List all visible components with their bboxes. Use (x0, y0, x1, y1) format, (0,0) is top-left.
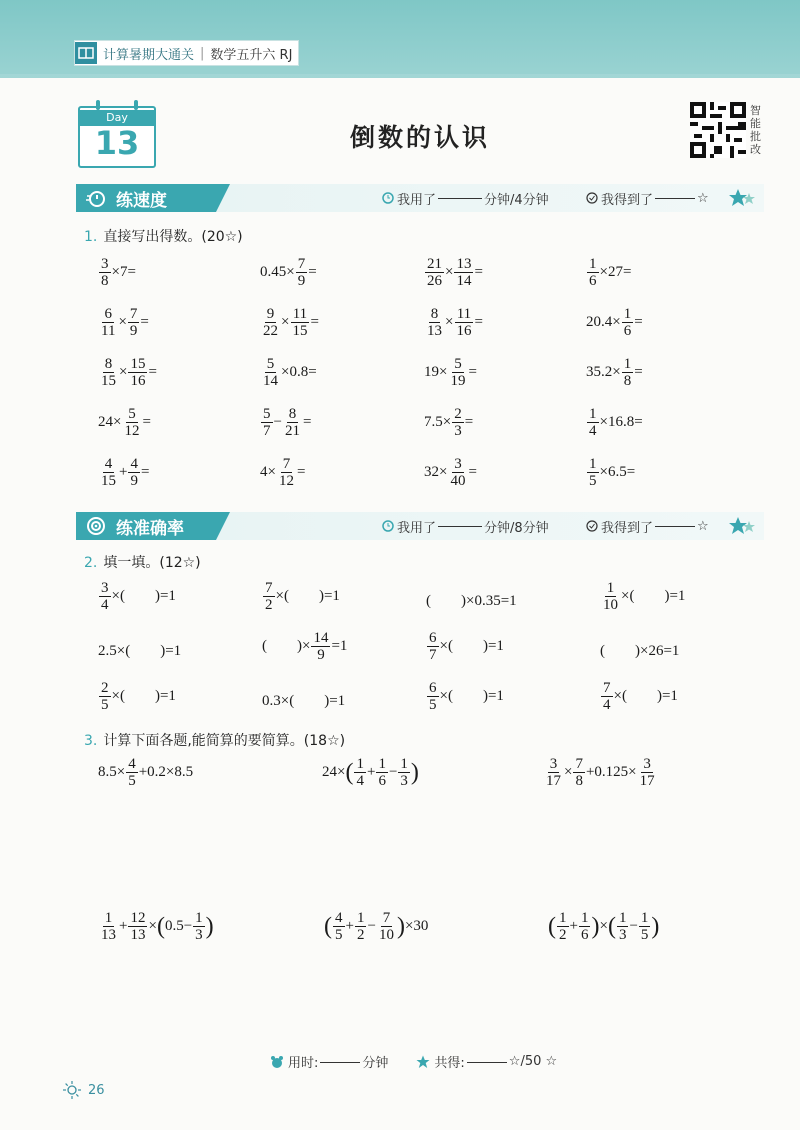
section-accuracy-bar (76, 512, 764, 540)
paren: ) (591, 913, 600, 940)
expr-text: ×( )=1 (111, 687, 176, 704)
fraction: $\frac{5}{14}$ (263, 356, 278, 389)
expr-text: = (302, 413, 312, 430)
expr-text: 0.5− (164, 917, 193, 934)
fill-blank-item[interactable] (426, 680, 504, 713)
time-used-label: 我用了 (397, 192, 437, 208)
series-tag (74, 40, 299, 66)
score-blank[interactable] (655, 197, 695, 199)
fraction: $\frac{7}{9}$ (297, 256, 306, 289)
fraction: $\frac{13}{14}$ (456, 256, 472, 289)
expr-text: × (119, 363, 128, 380)
problem-3-4 (98, 910, 214, 943)
calc-item (98, 456, 149, 489)
expr-text: 7.5× (424, 413, 452, 430)
accuracy-score (586, 512, 709, 540)
series-separator: | (200, 45, 205, 61)
fraction: $\frac{1}{5}$ (640, 910, 649, 943)
fraction: $\frac{8}{15}$ (101, 356, 116, 389)
fraction: $\frac{1}{6}$ (623, 306, 632, 339)
operator: × (148, 917, 157, 934)
fill-blank-item[interactable] (600, 680, 678, 713)
alarm-clock-icon (270, 1055, 284, 1069)
fraction: $\frac{9}{22}$ (263, 306, 278, 339)
expr-text: = (296, 463, 306, 480)
expr-text: × (281, 313, 290, 330)
expr-text: ×16.8= (599, 413, 643, 430)
star-icon (416, 1055, 430, 1069)
fraction: $\frac{1}{3}$ (195, 910, 203, 943)
calc-item (586, 456, 635, 489)
expr-text: × (445, 313, 454, 330)
top-band-fade (0, 74, 800, 88)
calc-item (424, 406, 473, 439)
calc-item (98, 256, 136, 289)
score-label: 我得到了 (601, 192, 654, 208)
check-circle-icon (586, 192, 598, 204)
fraction: $\frac{4}{5}$ (128, 756, 136, 789)
calc-item (260, 456, 305, 489)
calc-item (424, 356, 477, 389)
paren: ( (548, 913, 556, 940)
question-text: 直接写出得数。(20☆) (103, 229, 243, 245)
fraction: $\frac{7}{12}$ (278, 456, 294, 489)
page-title: 倒数的认识 (349, 123, 490, 152)
operator: − (367, 917, 376, 934)
expr-text: + (119, 463, 128, 480)
fraction: $\frac{2}{5}$ (101, 680, 109, 713)
calc-item (586, 406, 643, 439)
fraction: $\frac{1}{13}$ (101, 910, 116, 943)
total-time-blank[interactable] (320, 1061, 360, 1063)
expr-text: ×0.8= (281, 363, 317, 380)
question-number: 2. (84, 555, 98, 571)
book-icon (75, 42, 97, 64)
clock-icon (382, 520, 394, 532)
operator: × (564, 763, 573, 780)
fraction: $\frac{1}{8}$ (623, 356, 632, 389)
expr-text: 32× (424, 463, 448, 480)
fraction: $\frac{6}{5}$ (429, 680, 437, 713)
expr-text: = (140, 313, 149, 330)
qr-caption-char: 批 (750, 130, 761, 143)
expr-text: ×( )=1 (439, 687, 504, 704)
clock-icon (382, 192, 394, 204)
fraction: $\frac{5}{12}$ (124, 406, 140, 439)
series-name: 计算暑期大通关 (103, 47, 195, 63)
operator: + (345, 917, 354, 934)
paren: ) (396, 913, 405, 940)
time-target: /4分钟 (510, 192, 549, 208)
expr-text: ( )×0.35=1 (426, 593, 517, 609)
score-blank[interactable] (655, 525, 695, 527)
sun-icon (62, 1080, 82, 1100)
fill-blank-item[interactable] (426, 589, 517, 610)
day-number: 13 (94, 124, 140, 162)
stars-icon (728, 516, 756, 536)
qr-caption (750, 104, 766, 156)
fraction: $\frac{11}{16}$ (456, 306, 472, 339)
expr-text: 2.5×( )=1 (98, 643, 182, 659)
fraction: $\frac{1}{4}$ (356, 756, 364, 789)
calendar-rings-icon (92, 100, 142, 110)
calc-item (98, 306, 149, 339)
score-label: 我得到了 (601, 520, 654, 536)
expr-text: = (634, 363, 643, 380)
fill-blank-item[interactable] (98, 639, 181, 660)
calc-item (424, 456, 477, 489)
stars-icon (728, 188, 756, 208)
check-circle-icon (586, 520, 598, 532)
fraction: $\frac{4}{5}$ (335, 910, 343, 943)
fraction: $\frac{3}{8}$ (101, 256, 109, 289)
total-score-blank[interactable] (467, 1061, 507, 1063)
minute-unit: 分钟 (484, 192, 511, 208)
paren: ( (156, 913, 165, 940)
page-number-text: 26 (88, 1082, 105, 1098)
expr-text: ×( )=1 (111, 587, 176, 604)
operator: + (366, 763, 376, 780)
day-badge (78, 106, 156, 168)
fraction: $\frac{8}{21}$ (284, 406, 300, 439)
fraction: $\frac{1}{2}$ (559, 910, 567, 943)
problem-3-6 (548, 910, 659, 943)
calc-item (98, 356, 157, 389)
expr-text: ×7= (111, 263, 136, 280)
fraction: $\frac{5}{19}$ (450, 356, 466, 389)
stopwatch-icon (82, 184, 110, 212)
expr-text: 35.2× (586, 363, 621, 380)
fraction: $\frac{3}{17}$ (546, 756, 561, 789)
fraction: $\frac{1}{5}$ (589, 456, 597, 489)
question-text: 计算下面各题,能简算的要简算。(18☆) (103, 733, 346, 749)
question-number: 1. (84, 229, 98, 245)
question-1-title (84, 226, 243, 246)
accuracy-timing (382, 512, 549, 540)
expr-text: = (468, 363, 477, 380)
speed-score (586, 184, 709, 212)
fill-blank-item[interactable] (262, 580, 340, 613)
time-target: /8分钟 (510, 520, 549, 536)
expr-text: ( )×26=1 (600, 643, 680, 659)
total-unit: ☆/50 ☆ (508, 1054, 558, 1069)
section-speed-head (76, 184, 216, 212)
calc-item (586, 356, 643, 389)
day-label: Day (80, 110, 154, 126)
expr-text: =1 (331, 637, 348, 654)
expr-text: = (468, 463, 477, 480)
expr-text: ×( )=1 (439, 637, 504, 654)
expr-text: ×( )=1 (613, 687, 678, 704)
fraction: $\frac{12}{13}$ (130, 910, 146, 943)
problem-3-1 (98, 756, 193, 789)
fraction: $\frac{11}{15}$ (292, 306, 308, 339)
minute-unit: 分钟 (484, 520, 511, 536)
section-speed-bar (76, 184, 764, 212)
expr-text: 24× (98, 413, 122, 430)
expr-text: 20.4× (586, 313, 621, 330)
expr-text: ×( )=1 (621, 587, 686, 604)
expr-text: ×27= (599, 263, 632, 280)
section-accuracy-head (76, 512, 216, 540)
question-text: 填一填。(12☆) (103, 555, 201, 571)
fraction: $\frac{6}{11}$ (101, 306, 116, 339)
fill-blank-item[interactable] (262, 689, 345, 710)
expr-text: = (310, 313, 319, 330)
fraction: $\frac{21}{26}$ (427, 256, 442, 289)
expr-text: × (118, 313, 127, 330)
problem-3-3 (543, 756, 658, 789)
operator: + (569, 917, 578, 934)
star-unit: ☆ (697, 190, 709, 206)
expr-text: 4× (260, 463, 276, 480)
expr-text: = (140, 463, 150, 480)
calc-item (260, 406, 311, 439)
fraction: $\frac{7}{10}$ (378, 910, 394, 943)
fraction: $\frac{15}{16}$ (130, 356, 146, 389)
expr-text: 19× (424, 363, 448, 380)
expr-text: ×( )=1 (275, 587, 340, 604)
fill-blank-item[interactable] (262, 630, 347, 663)
fraction: $\frac{1}{4}$ (589, 406, 597, 439)
expr-text: ×30 (404, 917, 429, 934)
expr-text: = (474, 263, 483, 280)
page-number (62, 1080, 105, 1100)
star-unit: ☆ (697, 518, 709, 534)
question-number: 3. (84, 733, 98, 749)
operator: − (388, 763, 398, 780)
expr-text: × (445, 263, 454, 280)
fraction: $\frac{1}{6}$ (378, 756, 386, 789)
calc-item (260, 256, 317, 289)
operator: × (599, 917, 608, 934)
fraction: $\frac{4}{15}$ (101, 456, 116, 489)
calc-item (424, 256, 483, 289)
calc-item (260, 356, 317, 389)
paren: ( (324, 913, 332, 940)
grade-label: 数学五升六 RJ (210, 47, 293, 63)
problem-3-2 (322, 756, 419, 789)
expr-text: 8.5× (98, 763, 126, 780)
fraction: $\frac{1}{6}$ (589, 256, 597, 289)
time-used-blank[interactable] (438, 525, 482, 527)
total-label: 共得: (434, 1056, 465, 1071)
footer-summary (270, 1052, 557, 1071)
time-used-blank[interactable] (438, 197, 482, 199)
expr-text: = (464, 413, 474, 430)
fraction: $\frac{7}{2}$ (265, 580, 273, 613)
fill-blank-item[interactable] (98, 680, 176, 713)
fraction: $\frac{1}{3}$ (400, 756, 408, 789)
fill-blank-item[interactable] (426, 630, 504, 663)
paren: ) (410, 759, 419, 786)
expr-text: ×6.5= (599, 463, 636, 480)
operator: − (629, 917, 638, 934)
fraction: $\frac{14}{9}$ (313, 630, 329, 663)
fraction: $\frac{1}{10}$ (603, 580, 618, 613)
expr-text: +0.125× (585, 763, 637, 780)
fraction: $\frac{1}{3}$ (618, 910, 627, 943)
fraction: $\frac{4}{9}$ (130, 456, 138, 489)
fraction: $\frac{7}{4}$ (603, 680, 611, 713)
expr-text: − (273, 413, 282, 430)
fraction: $\frac{8}{13}$ (427, 306, 442, 339)
expr-text: = (474, 313, 483, 330)
expr-text: = (148, 363, 157, 380)
problem-3-5 (324, 910, 428, 943)
section-accuracy-title: 练准确率 (116, 518, 184, 539)
qr-code-icon[interactable] (690, 102, 746, 158)
expr-text: +0.2×8.5 (138, 763, 194, 780)
paren: ( (607, 913, 616, 940)
calc-item (586, 306, 643, 339)
fill-blank-item[interactable] (600, 639, 679, 660)
question-3-title (84, 730, 345, 750)
time-label: 用时: (288, 1056, 319, 1071)
fraction: $\frac{5}{7}$ (263, 406, 271, 439)
paren: ) (651, 913, 660, 940)
fraction: $\frac{3}{17}$ (639, 756, 655, 789)
fraction: $\frac{7}{8}$ (575, 756, 583, 789)
calc-item (424, 306, 483, 339)
calc-item (98, 406, 151, 439)
calc-item (586, 256, 631, 289)
target-icon (82, 512, 110, 540)
expr-text: 0.3×( )=1 (262, 693, 346, 709)
qr-caption-char: 能 (750, 117, 761, 130)
fraction: $\frac{7}{9}$ (129, 306, 138, 339)
fraction: $\frac{1}{2}$ (356, 910, 365, 943)
paren: ( (345, 759, 354, 786)
fraction: $\frac{2}{3}$ (454, 406, 462, 439)
operator: + (119, 917, 128, 934)
time-unit: 分钟 (362, 1056, 389, 1071)
qr-caption-char: 智 (750, 104, 761, 117)
fraction: $\frac{1}{6}$ (580, 910, 589, 943)
paren: ) (205, 913, 214, 940)
fraction: $\frac{3}{40}$ (450, 456, 466, 489)
fill-blank-item[interactable] (98, 580, 176, 613)
expr-text: = (634, 313, 643, 330)
speed-timing (382, 184, 549, 212)
section-speed-title: 练速度 (116, 190, 167, 211)
expr-text: 0.45× (260, 263, 295, 280)
time-used-label: 我用了 (397, 520, 437, 536)
fraction: $\frac{3}{4}$ (101, 580, 109, 613)
qr-caption-char: 改 (750, 143, 761, 156)
top-color-band (0, 0, 800, 78)
expr-text: 24× (322, 763, 346, 780)
calc-item (260, 306, 319, 339)
expr-text: = (308, 263, 317, 280)
question-2-title (84, 552, 201, 572)
fill-blank-item[interactable] (600, 580, 685, 613)
expr-text: = (142, 413, 151, 430)
expr-text: ( )× (262, 637, 311, 654)
fraction: $\frac{6}{7}$ (429, 630, 437, 663)
